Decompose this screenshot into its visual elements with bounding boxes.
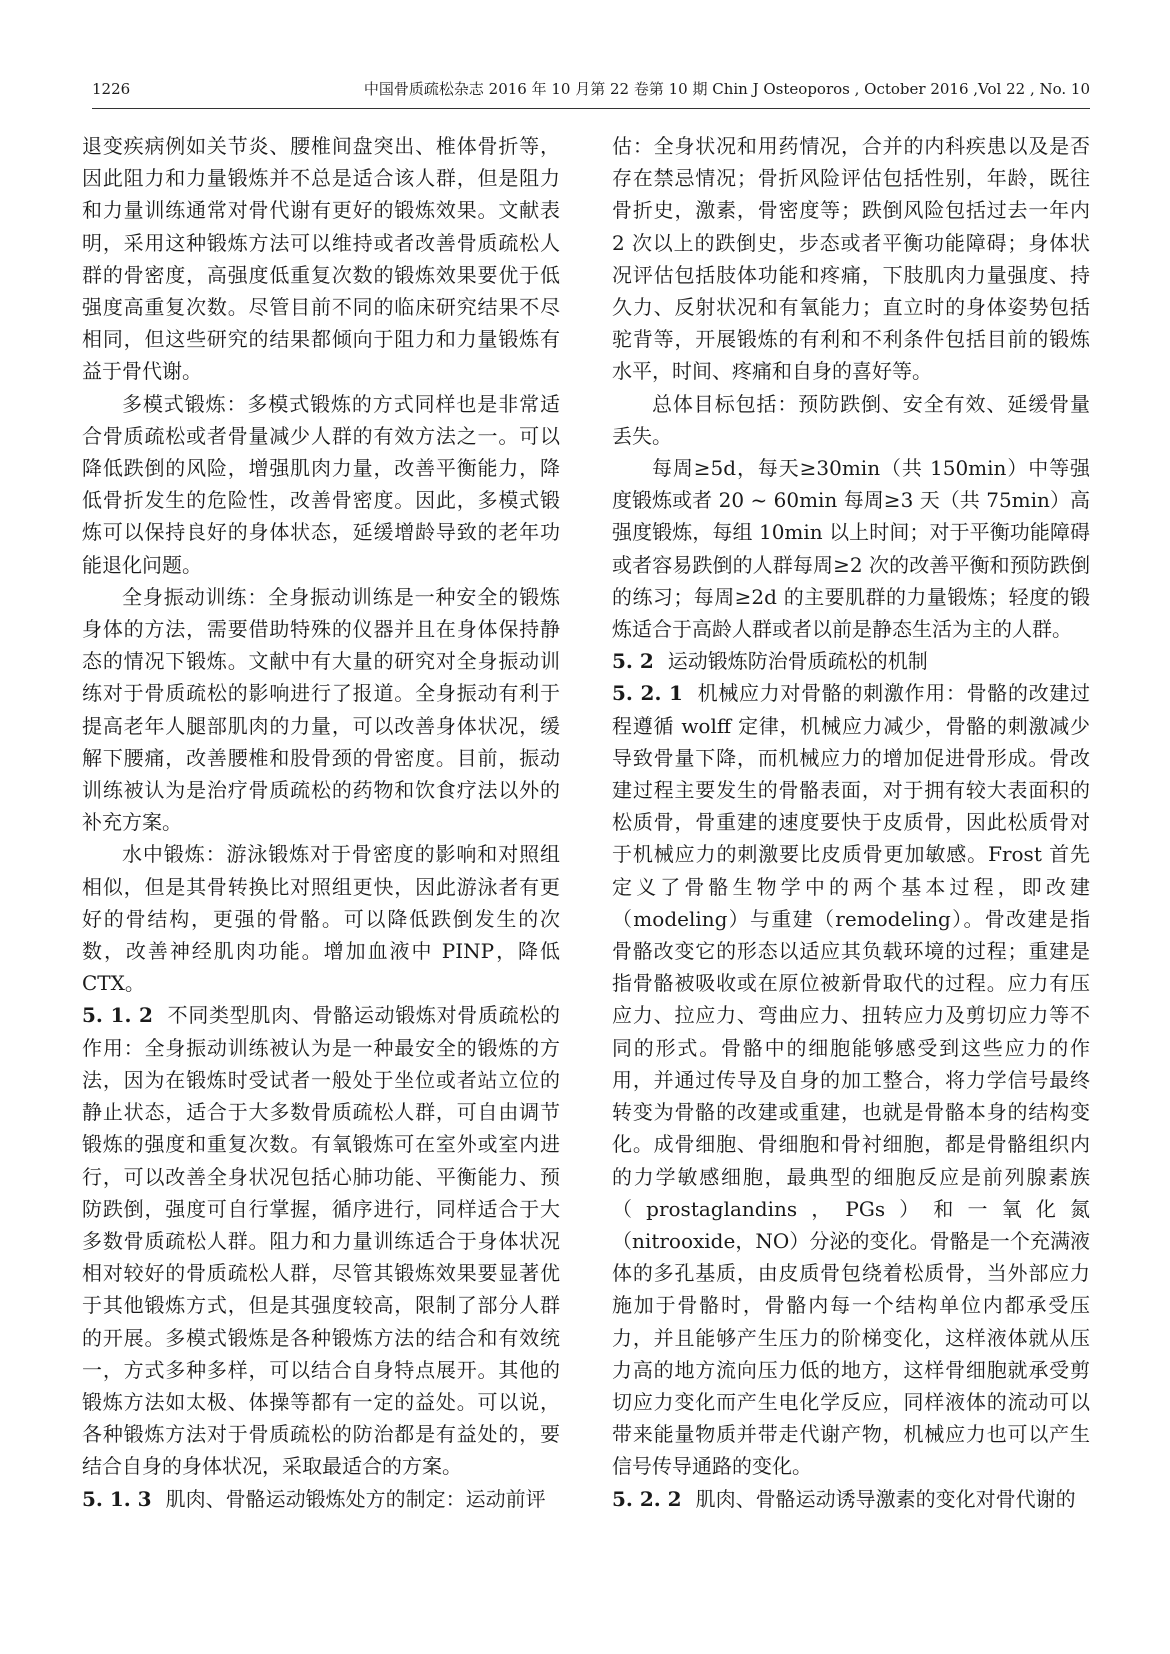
paragraph-goals: 总体目标包括：预防跌倒、安全有效、延缓骨量丢失。 [612, 391, 1090, 448]
paragraph-frequency: 每周≥5d，每天≥30min（共 150min）中等强度锻炼或者 20 ~ 60min 每周≥3 天（共 75min）高强度锻炼，每组 10min 以上时间；对于平衡功能障碍或者容易跌倒的人群每周≥2 次的改善平衡和预防跌倒的练习；每周≥2d 的主要肌群的力量锻炼；轻度的锻炼适合于高龄人群或者以前是静态生活为主的人群。 [612, 456, 1090, 642]
section-body: 机械应力对骨骼的刺激作用：骨骼的改建过程遵循 wolff 定律，机械应力减少，骨骼的刺激减少导致骨量下降，而机械应力的增加促进骨形成。骨改建过程主要发生的骨骼表面，对于拥有较大表面积的松质骨，骨重建的速度要快于皮质骨，因此松质骨对于机械应力的刺激要比皮质骨更加敏感。Frost 首先定义了骨骼生物学中的两个基本过程，即改建（modeling）与重建（remodeling）。骨改建是指骨骼改变它的形态以适应其负载环境的过程；重建是指骨骼被吸收或在原位被新骨取代的过程。应力有压应力、拉应力、弯曲应力、扭转应力及剪切应力等不同的形式。骨骼中的细胞能够感受到这些应力的作用，并通过传导及自身的加工整合，将力学信号最终转变为骨骼的改建或重建，也就是骨骼本身的结构变化。成骨细胞、骨细胞和骨衬细胞，都是骨骼组织内的力学敏感细胞，最典型的细胞反应是前列腺素族（prostaglandins，PGs）和一氧化氮（nitrooxide，NO）分泌的变化。骨骼是一个充满液体的多孔基质，由皮质骨包绕着松质骨，当外部应力施加于骨骼时，骨骼内每一个结构单位内都承受压力，并且能够产生压力的阶梯变化，这样液体就从压力高的地方流向压力低的地方，这样骨细胞就承受剪切应力变化而产生电化学反应，同样液体的流动可以带来能量物质并带走代谢产物，机械应力也可以产生信号传导通路的变化。 [612, 681, 1091, 1479]
section-number: 5. 2 [612, 649, 654, 674]
section-5-1-3 [82, 1483, 560, 1515]
section-5-1-2 [82, 999, 560, 1482]
left-column [82, 130, 560, 1515]
paragraph-aquatic-exercise: 水中锻炼：游泳锻炼对于骨密度的影响和对照组相似，但是其骨转换比对照组更快，因此游泳者有更好的骨结构，更强的骨骼。可以降低跌倒发生的次数，改善神经肌肉功能。增加血液中 PINP，降低 CTX。 [82, 842, 560, 996]
journal-citation: 中国骨质疏松杂志 2016 年 10 月第 22 卷第 10 期 Chin J Osteoporos , October 2016 ,Vol 22 , No. 10 [363, 80, 1090, 98]
paragraph-multimodal-exercise: 多模式锻炼：多模式锻炼的方式同样也是非常适合骨质疏松或者骨量减少人群的有效方法之一。可以降低跌倒的风险，增强肌肉力量，改善平衡能力，降低骨折发生的危险性，改善骨密度。因此，多模式锻炼可以保持良好的身体状态，延缓增龄导致的老年功能退化问题。 [82, 391, 560, 577]
right-column [612, 130, 1090, 1515]
paragraph-whole-body-vibration: 全身振动训练：全身振动训练是一种安全的锻炼身体的方法，需要借助特殊的仪器并且在身体保持静态的情况下锻炼。文献中有大量的研究对全身振动训练对于骨质疏松的影响进行了报道。全身振动有利于提高老年人腿部肌肉的力量，可以改善身体状况，缓解下腰痛，改善腰椎和股骨颈的骨密度。目前，振动训练被认为是治疗骨质疏松的药物和饮食疗法以外的补充方案。 [82, 584, 560, 835]
section-number: 5. 1. 2 [82, 1003, 153, 1028]
section-body: 肌肉、骨骼运动锻炼处方的制定：运动前评 [165, 1486, 546, 1511]
section-5-2-1 [612, 677, 1090, 1482]
section-body: 肌肉、骨骼运动诱导激素的变化对骨代谢的 [695, 1486, 1076, 1511]
section-5-2 [612, 645, 1090, 677]
page-number: 1226 [92, 80, 131, 98]
section-number: 5. 2. 2 [612, 1486, 682, 1511]
section-body: 不同类型肌肉、骨骼运动锻炼对骨质疏松的作用：全身振动训练被认为是一种最安全的锻炼的方法，因为在锻炼时受试者一般处于坐位或者站立位的静止状态，适合于大多数骨质疏松人群，可自由调节锻炼的强度和重复次数。有氧锻炼可在室外或室内进行，可以改善全身状况包括心肺功能、平衡能力、预防跌倒，强度可自行掌握，循序进行，同样适合于大多数骨质疏松人群。阻力和力量训练适合于身体状况相对较好的骨质疏松人群，尽管其锻炼效果要显著优于其他锻炼方式，但是其强度较高，限制了部分人群的开展。多模式锻炼是各种锻炼方法的结合和有效统一，方式多种多样，可以结合自身特点展开。其他的锻炼方法如太极、体操等都有一定的益处。可以说，各种锻炼方法对于骨质疏松的防治都是有益处的，要结合自身的身体状况，采取最适合的方案。 [82, 1003, 561, 1479]
paragraph-continuation: 退变疾病例如关节炎、腰椎间盘突出、椎体骨折等，因此阻力和力量锻炼并不总是适合该人群，但是阻力和力量训练通常对骨代谢有更好的锻炼效果。文献表明，采用这种锻炼方法可以维持或者改善骨质疏松人群的骨密度，高强度低重复次数的锻炼效果要优于低强度高重复次数。尽管目前不同的临床研究结果不尽相同，但这些研究的结果都倾向于阻力和力量锻炼有益于骨代谢。 [82, 134, 560, 384]
section-title: 运动锻炼防治骨质疏松的机制 [667, 649, 928, 674]
paragraph-assessment: 估：全身状况和用药情况，合并的内科疾患以及是否存在禁忌情况；骨折风险评估包括性别，年龄，既往骨折史，激素，骨密度等；跌倒风险包括过去一年内 2 次以上的跌倒史，步态或者平衡功能障碍；身体状况评估包括肢体功能和疼痛，下肢肌肉力量强度、持久力、反射状况和有氧能力；直立时的身体姿势包括驼背等，开展锻炼的有利和不利条件包括目前的锻炼水平，时间、疼痛和自身的喜好等。 [612, 134, 1090, 384]
section-number: 5. 1. 3 [82, 1486, 152, 1511]
section-number: 5. 2. 1 [612, 681, 683, 706]
section-5-2-2 [612, 1483, 1090, 1515]
running-header [92, 78, 1090, 109]
